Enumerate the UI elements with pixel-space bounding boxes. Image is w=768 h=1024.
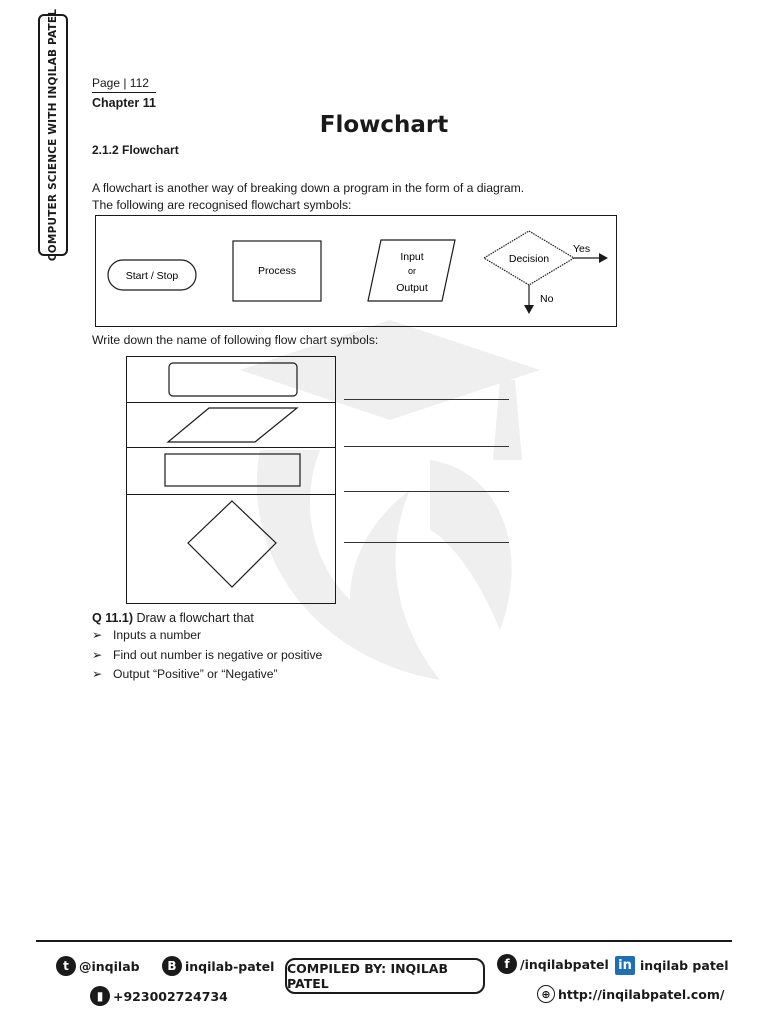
bullet-arrow-icon: ➢ (92, 628, 103, 642)
exercise-symbols (127, 357, 335, 603)
no-arrowhead (524, 305, 534, 314)
exercise-parallelogram-symbol (168, 408, 297, 442)
facebook-icon: f (497, 954, 517, 974)
symbols-legend-box (95, 215, 617, 327)
question-item: ➢ Find out number is negative or positive (92, 648, 323, 662)
page-number: Page | 112 (92, 76, 149, 90)
linkedin-link[interactable]: in inqilab patel (615, 956, 729, 975)
or-label: or (407, 266, 417, 276)
symbols-legend (96, 216, 618, 328)
twitter-link[interactable]: t @inqilab (56, 956, 140, 976)
no-label: No (540, 293, 554, 305)
exercise-process-symbol (165, 454, 300, 486)
blogger-link[interactable]: B inqilab-patel (162, 956, 274, 976)
exercise-prompt: Write down the name of following flow chart symbols: (92, 333, 379, 347)
bullet-arrow-icon: ➢ (92, 648, 103, 662)
page-number-underline (92, 92, 156, 93)
exercise-symbols-table (126, 356, 336, 604)
exercise-terminator-symbol (169, 363, 297, 396)
side-label: COMPUTER SCIENCE WITH INQILAB PATEL (47, 8, 59, 262)
yes-label: Yes (573, 243, 591, 255)
question-item: ➢ Output “Positive” or “Negative” (92, 667, 278, 681)
footer-divider (36, 940, 732, 942)
chapter-label: Chapter 11 (92, 96, 156, 110)
globe-icon: ⊕ (537, 985, 555, 1003)
answer-line-3[interactable] (344, 491, 509, 492)
question-label: Q 11.1) (92, 611, 133, 625)
facebook-link[interactable]: f /inqilabpatel (497, 954, 609, 974)
question-text: Draw a flowchart that (133, 611, 254, 625)
page-title: Flowchart (319, 112, 449, 138)
input-label: Input (400, 251, 424, 263)
exercise-decision-symbol (188, 501, 276, 587)
intro-line-1: A flowchart is another way of breaking down a program in the form of a diagram. (92, 181, 525, 195)
intro-line-2: The following are recognised flowchart symbols: (92, 198, 352, 212)
compiled-by-badge: COMPILED BY: INQILAB PATEL (285, 958, 485, 994)
linkedin-icon: in (615, 956, 635, 975)
yes-arrowhead (599, 253, 608, 263)
twitter-icon: t (56, 956, 76, 976)
section-heading: 2.1.2 Flowchart (92, 143, 179, 157)
start-stop-label: Start / Stop (125, 270, 179, 282)
website-link[interactable]: ⊕ http://inqilabpatel.com/ (537, 985, 724, 1003)
output-label: Output (396, 282, 428, 294)
answer-line-4[interactable] (344, 542, 509, 543)
decision-label: Decision (508, 253, 550, 265)
answer-line-2[interactable] (344, 446, 509, 447)
question-item: ➢ Inputs a number (92, 628, 202, 642)
process-label: Process (258, 265, 296, 277)
question-heading (92, 611, 254, 625)
blogger-icon: B (162, 956, 182, 976)
answer-line-1[interactable] (344, 399, 509, 400)
bullet-arrow-icon: ➢ (92, 667, 103, 681)
phone-icon: ▮ (90, 986, 110, 1006)
phone-contact[interactable]: ▮ +923002724734 (90, 986, 228, 1006)
